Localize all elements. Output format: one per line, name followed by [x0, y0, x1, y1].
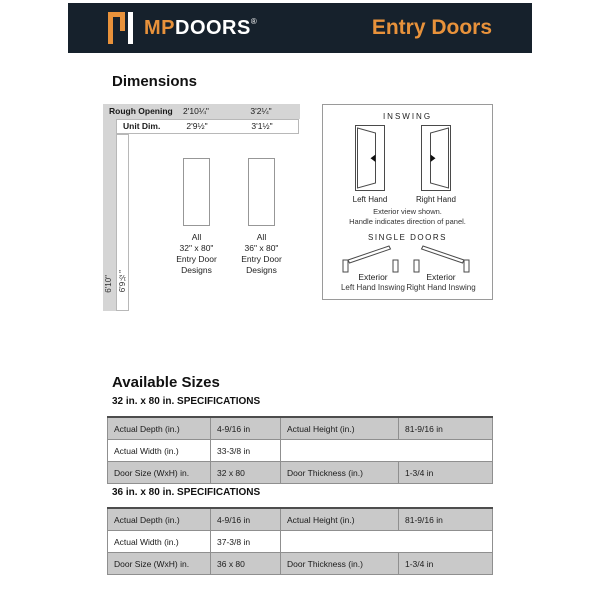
exterior-right-label: Exterior	[426, 272, 456, 282]
rough-opening-height-strip	[103, 119, 116, 311]
spec-label: Door Thickness (in.)	[281, 553, 399, 575]
spec-value: 33-3/8 in	[211, 440, 281, 462]
right-hand-label: Right Hand	[415, 195, 457, 204]
table-row	[108, 508, 493, 531]
brand-mp: MP	[144, 16, 175, 39]
spec-value: 81-9/16 in	[399, 508, 493, 531]
unit-dim-height: 6'9½"	[118, 269, 127, 292]
brand-doors: DOORS	[175, 16, 251, 39]
spec-value: 1-3/4 in	[399, 462, 493, 484]
spec-value: 36 x 80	[211, 553, 281, 575]
dimensions-heading: Dimensions	[112, 73, 198, 90]
mpdoors-logo-icon	[108, 12, 135, 44]
spec-value: 1-3/4 in	[399, 553, 493, 575]
rough-opening-32: 2'10¼"	[183, 106, 209, 116]
available-sizes-heading: Available Sizes	[112, 374, 220, 391]
dimensions-diagram	[103, 104, 303, 310]
door-36-outline	[248, 158, 275, 226]
brand-wordmark	[144, 17, 257, 40]
spec-label: Actual Width (in.)	[108, 440, 211, 462]
header-bar	[68, 3, 532, 53]
unit-dim-36: 3'1½"	[251, 121, 273, 131]
door-32-outline	[183, 158, 210, 226]
right-hand-inswing-label: Right Hand Inswing	[406, 283, 476, 292]
rough-opening-36: 3'2¼"	[250, 106, 272, 116]
spec-label: Door Size (WxH) in.	[108, 553, 211, 575]
left-hand-inswing-label: Left Hand Inswing	[340, 283, 406, 292]
rough-opening-height: 6'10"	[104, 275, 113, 293]
door-32-label-line: Designs	[181, 265, 212, 276]
door-36-label-line: Entry Door	[241, 254, 282, 265]
spec-value: 32 x 80	[211, 462, 281, 484]
spec-label: Actual Width (in.)	[108, 531, 211, 553]
spec-label: Actual Depth (in.)	[108, 508, 211, 531]
single-doors-heading: SINGLE DOORS	[368, 233, 447, 242]
spec-label: Actual Height (in.)	[281, 508, 399, 531]
door-36-label-line: Designs	[246, 265, 277, 276]
table-row	[108, 440, 493, 462]
unit-dim-height-strip	[116, 134, 129, 311]
door-36-label	[223, 232, 300, 276]
spec-value: 81-9/16 in	[399, 417, 493, 440]
spec-label: Door Thickness (in.)	[281, 462, 399, 484]
spec-label: Actual Height (in.)	[281, 417, 399, 440]
door-36-label-line: 36" x 80"	[244, 243, 279, 254]
spec-empty-cell	[281, 531, 493, 553]
spec-block-32	[107, 396, 492, 484]
spec-heading-36: 36 in. x 80 in. SPECIFICATIONS	[112, 487, 261, 498]
table-row	[108, 417, 493, 440]
door-32-label-line: All	[191, 232, 202, 242]
spec-empty-cell	[281, 440, 493, 462]
unit-dim-label: Unit Dim.	[123, 121, 161, 131]
registered-mark: ®	[250, 16, 258, 26]
table-row	[108, 531, 493, 553]
spec-value: 4-9/16 in	[211, 508, 281, 531]
spec-table-36	[107, 507, 493, 575]
exterior-left-label: Exterior	[358, 272, 388, 282]
exterior-view-note: Exterior view shown.	[373, 207, 442, 216]
spec-block-36	[107, 487, 492, 575]
spec-table-32	[107, 416, 493, 484]
swing-diagram-panel	[322, 104, 493, 300]
inswing-heading: INSWING	[382, 112, 433, 121]
door-32-label-line: Entry Door	[176, 254, 217, 265]
left-hand-door-icon	[355, 125, 385, 191]
spec-value: 37-3/8 in	[211, 531, 281, 553]
product-title: Entry Doors	[371, 16, 492, 39]
rough-opening-label: Rough Opening	[109, 106, 173, 116]
door-36-label-line: All	[256, 232, 267, 242]
spec-heading-32: 32 in. x 80 in. SPECIFICATIONS	[112, 396, 261, 407]
handle-direction-note: Handle indicates direction of panel.	[349, 217, 466, 226]
table-row	[108, 462, 493, 484]
brand-lockup	[108, 12, 257, 44]
left-hand-label: Left Hand	[352, 195, 388, 204]
rough-opening-band	[103, 104, 300, 119]
table-row	[108, 553, 493, 575]
unit-dim-band	[116, 119, 299, 134]
door-32-label-line: 32" x 80"	[179, 243, 214, 254]
spec-value: 4-9/16 in	[211, 417, 281, 440]
right-hand-door-icon	[421, 125, 451, 191]
spec-label: Door Size (WxH) in.	[108, 462, 211, 484]
spec-label: Actual Depth (in.)	[108, 417, 211, 440]
unit-dim-32: 2'9½"	[186, 121, 208, 131]
